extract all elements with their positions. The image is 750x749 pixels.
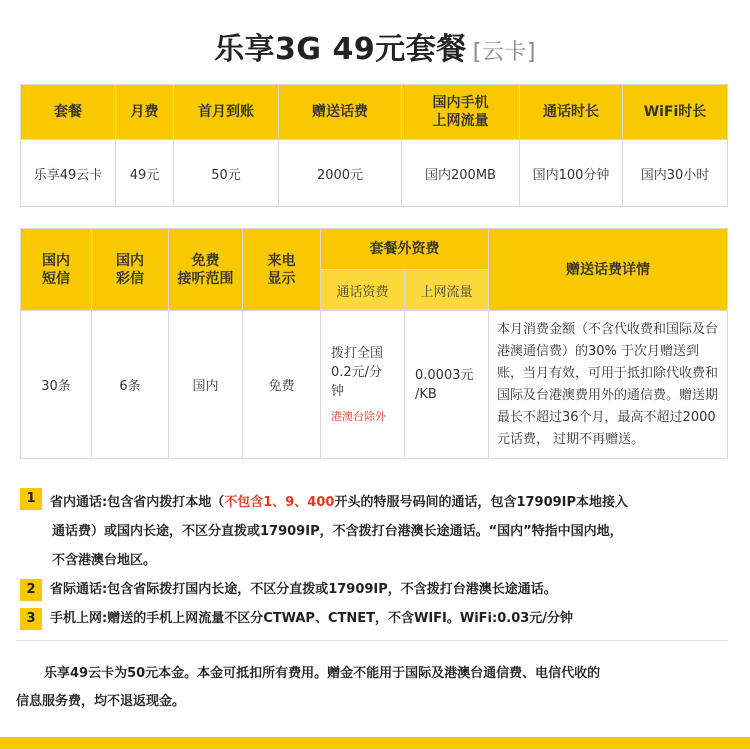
note-line: 不含港澳台地区。 (52, 553, 157, 568)
note-line (50, 488, 730, 517)
footer-line: 信息服务费，均不退返现金。 (16, 694, 186, 709)
bottom-accent-bar (0, 737, 750, 749)
header-cid-line2: 显示 (267, 270, 296, 287)
cell-data-rate (405, 311, 489, 459)
header-domestic-data (402, 85, 520, 140)
notes-list (20, 488, 730, 633)
header-free-receive-range (169, 229, 243, 311)
data-rate-line1: 0.0003元 (415, 367, 474, 383)
header-call-rate: 通话资费 (321, 270, 405, 311)
header-mms-line1: 国内 (116, 252, 144, 269)
header-caller-id (243, 229, 321, 311)
cell-gift-detail: 本月消费金额（不含代收费和国际及台港澳通信费）的30% 于次月赠送到账，当月有效，可用于抵扣除代收费和国际及台港澳费用外的通信费。赠送期最长不超过36个月，最高不超过2000元话费， 过期不再赠送。 (489, 311, 728, 459)
cell-free-range: 国内 (169, 311, 243, 459)
cell-monthly-fee: 49元 (116, 140, 174, 207)
header-sms-line2: 短信 (42, 270, 70, 287)
call-rate-line1: 拨打全国 (331, 345, 384, 361)
note-item (20, 604, 730, 633)
note-highlight: 不包含1、9、400 (224, 495, 335, 510)
header-first-month-credit: 首月到账 (174, 85, 279, 140)
note-line: 通话费）或国内长途，不区分直拨或17909IP，不含拨打台港澳长途通话。“国内”特指中国内地， (52, 524, 623, 539)
plan-detail-table (20, 228, 728, 459)
footer-line: 乐享49云卡为50元本金。本金可抵扣所有费用。赠金不能用于国际及港澳台通信费、电信代收的 (44, 666, 601, 681)
header-extra-charges: 套餐外资费 (321, 229, 489, 270)
cell-caller-id: 免费 (243, 311, 321, 459)
note-number: 1 (20, 488, 42, 510)
header-mms (92, 229, 169, 311)
header-gift-detail: 赠送话费详情 (489, 229, 728, 311)
header-sms (21, 229, 92, 311)
cell-plan: 乐享49云卡 (21, 140, 116, 207)
header-mms-line2: 彩信 (116, 270, 144, 287)
call-rate-note: 港澳台除外 (331, 409, 386, 423)
note-number: 2 (20, 579, 42, 601)
cell-first-month-credit: 50元 (174, 140, 279, 207)
header-gift-credit: 赠送话费 (279, 85, 402, 140)
header-call-minutes: 通话时长 (520, 85, 623, 140)
note-text: 开头的特服号码间的通话，包含17909IP本地接入 (334, 495, 629, 510)
note-number: 3 (20, 608, 42, 630)
header-free-line2: 接听范围 (177, 270, 234, 287)
header-data-rate: 上网流量 (405, 270, 489, 311)
footer-text (16, 660, 732, 716)
title-main: 乐享3G 49元套餐 (214, 32, 467, 67)
header-wifi-hours: WiFi时长 (623, 85, 728, 140)
title-tag: [云卡] (472, 40, 536, 65)
note-line: 手机上网:赠送的手机上网流量不区分CTWAP、CTNET，不含WIFI。WiFi:0.03元/分钟 (50, 611, 574, 626)
header-monthly-fee: 月费 (116, 85, 174, 140)
header-free-line1: 免费 (191, 252, 220, 269)
note-item (20, 488, 730, 575)
data-rate-line2: /KB (415, 386, 437, 402)
call-rate-line2: 0.2元/分钟 (331, 364, 383, 399)
header-domestic-data-line1: 国内手机 (432, 95, 489, 111)
header-plan: 套餐 (21, 85, 116, 140)
header-domestic-data-line2: 上网流量 (432, 113, 489, 129)
cell-wifi-hours: 国内30小时 (623, 140, 728, 207)
cell-sms: 30条 (21, 311, 92, 459)
plan-summary-table (20, 84, 728, 207)
note-item (20, 575, 730, 604)
cell-gift-credit: 2000元 (279, 140, 402, 207)
table-header-row (21, 229, 728, 270)
cell-call-rate (321, 311, 405, 459)
table-row (21, 140, 728, 207)
cell-mms: 6条 (92, 311, 169, 459)
header-sms-line1: 国内 (42, 252, 70, 269)
cell-domestic-data: 国内200MB (402, 140, 520, 207)
table-header-row (21, 85, 728, 140)
table-row (21, 311, 728, 459)
header-cid-line1: 来电 (267, 252, 296, 269)
divider (16, 640, 728, 641)
page-title (0, 24, 750, 68)
cell-call-minutes: 国内100分钟 (520, 140, 623, 207)
note-text: 省内通话:包含省内拨打本地（ (50, 495, 225, 510)
note-line: 省际通话:包含省际拨打国内长途，不区分直拨或17909IP，不含拨打台港澳长途通话。 (50, 582, 557, 597)
